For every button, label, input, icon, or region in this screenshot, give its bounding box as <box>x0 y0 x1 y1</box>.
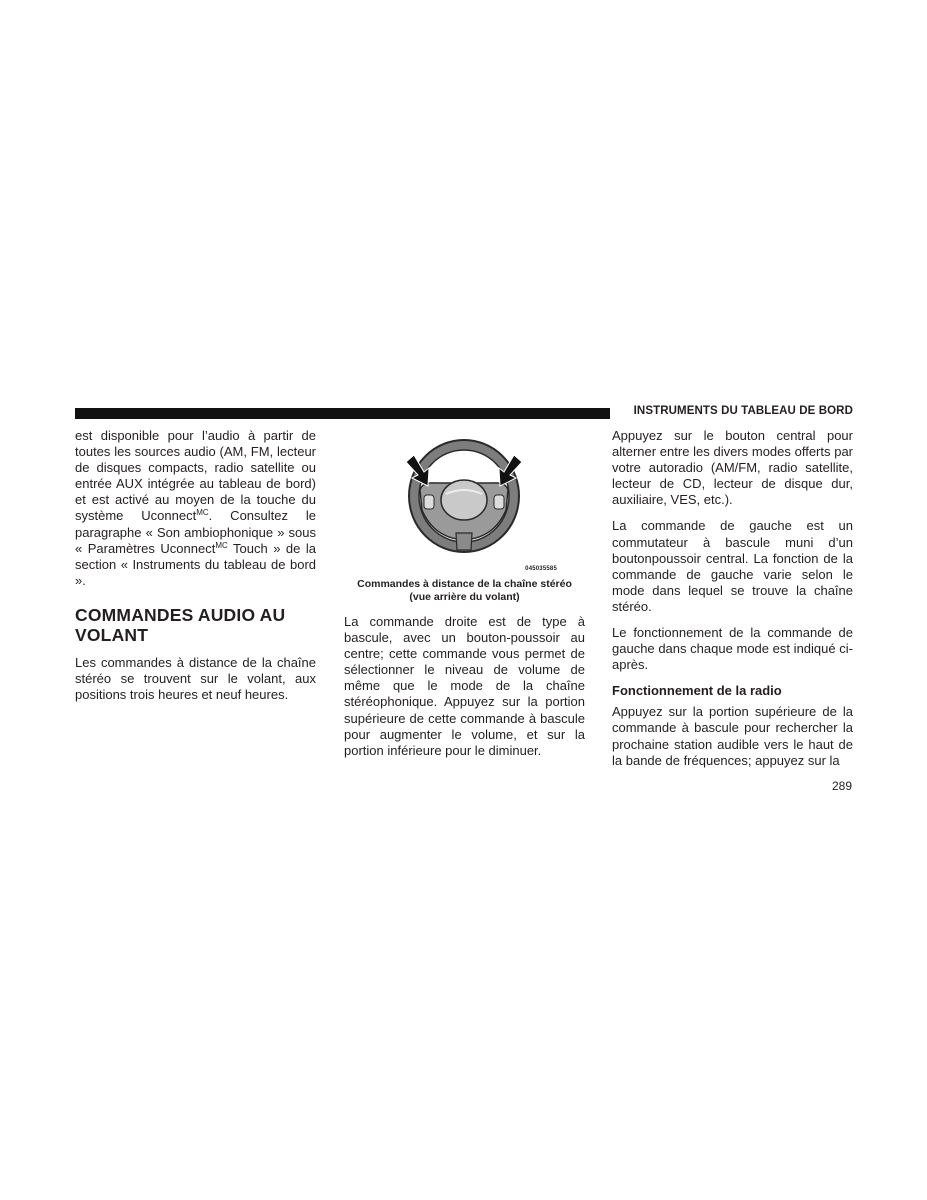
paragraph-radio-operation: Appuyez sur la portion supérieure de la commande à bascule pour rechercher la prochaine station audible vers le haut de la bande de fréquences; appuyez sur la <box>612 704 853 768</box>
text-run: Touch » de la section « Instruments du tableau de bord ». <box>75 540 316 588</box>
section-heading: COMMANDES AUDIO AU VOLANT <box>75 604 286 645</box>
paragraph-left-control-modes: Le fonctionnement de la commande de gauche dans chaque mode est indiqué ci-après. <box>612 625 853 673</box>
text-run: est disponible pour l’audio à partir de toutes les sources audio (AM, FM, lecteur de disques compacts, radio satellite ou entrée AUX intégrée au tableau de bord) et est activé au moyen de la touche du système Uconnect <box>75 428 316 524</box>
paragraph-left-control: La commande de gauche est un commutateur à bascule muni d’un boutonpoussoir central. La fonction de la commande de gauche varie selon le mode dans lequel se trouve la chaîne stéréo. <box>612 518 853 614</box>
subheading-radio: Fonctionnement de la radio <box>612 683 782 699</box>
paragraph-controls-location: Les commandes à distance de la chaîne stéréo se trouvent sur le volant, aux positions trois heures et neuf heures. <box>75 654 316 703</box>
superscript-mc: MC <box>215 540 228 550</box>
header-rule-bar <box>75 408 610 419</box>
superscript-mc: MC <box>196 508 209 518</box>
paragraph-right-control: La commande droite est de type à bascule, avec un bouton-poussoir au centre; cette commande vous permet de sélectionner le niveau de volume de même que le mode de la chaîne stéréophonique. Appuyez sur la portion supérieure de cette commande à bascule pour augmenter le volume, et sur la portion inférieure pour le diminuer. <box>344 614 585 758</box>
column-middle <box>344 428 585 769</box>
page-number: 289 <box>831 779 852 793</box>
column-right <box>612 428 853 779</box>
steering-wheel-illustration <box>344 428 585 574</box>
figure-code: 045035585 <box>525 566 557 572</box>
paragraph-central-button: Appuyez sur le bouton central pour alterner entre les divers modes offerts par votre autoradio (AM/FM, radio satellite, lecteur de CD, lecteur de disque dur, auxiliaire, VES, etc.). <box>612 428 853 508</box>
column-left <box>75 428 316 713</box>
section-title: INSTRUMENTS DU TABLEAU DE BORD <box>633 405 853 417</box>
paragraph-intro <box>75 428 316 589</box>
caption-line-2: (vue arrière du volant) <box>409 591 520 603</box>
caption-line-1: Commandes à distance de la chaîne stéréo <box>357 578 572 590</box>
text-run: . Consultez le paragraphe « Son ambiophonique » sous « Paramètres Uconnect <box>75 508 316 556</box>
figure-caption <box>344 578 585 604</box>
steering-wheel-icon <box>409 440 519 552</box>
steering-wheel-figure <box>344 428 585 574</box>
